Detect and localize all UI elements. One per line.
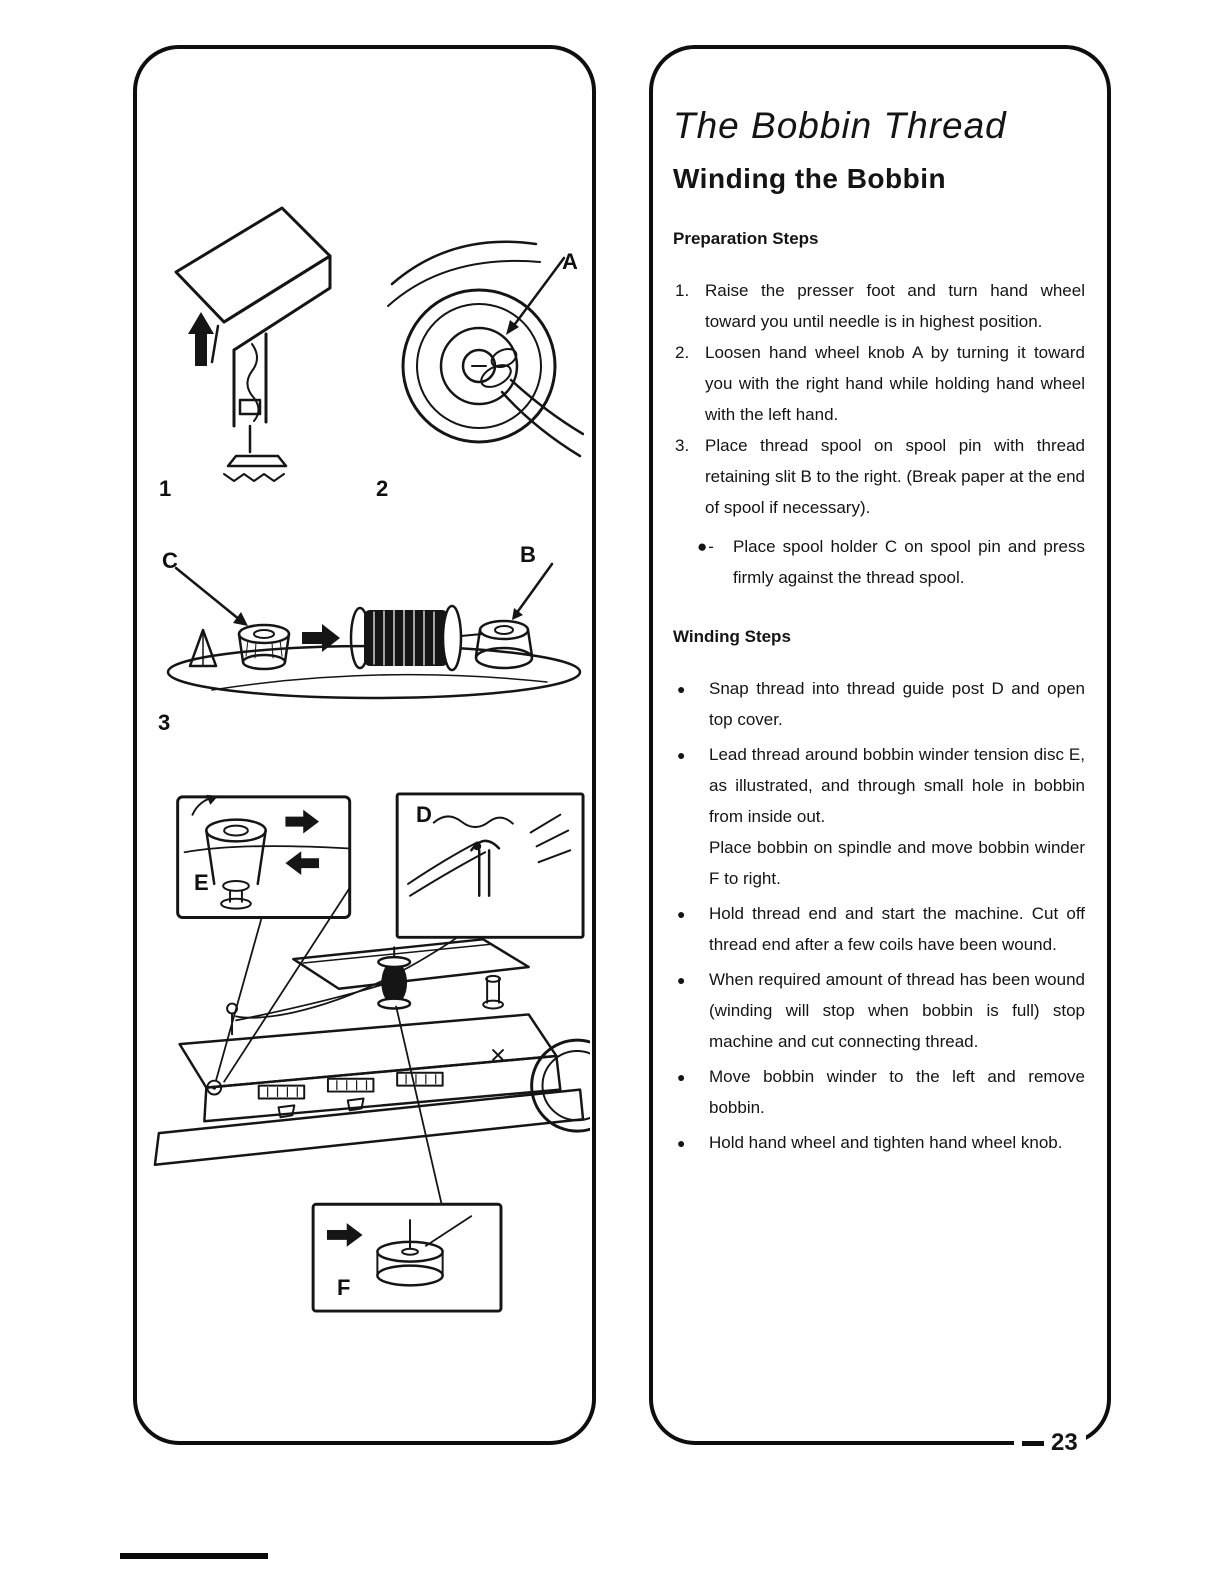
instructions-panel (649, 45, 1111, 1445)
bullet-marker: ● (677, 906, 686, 922)
hand-wheel-figure (384, 224, 584, 474)
prep-step (665, 430, 1089, 523)
winding-steps-heading: Winding Steps (673, 627, 791, 646)
figure-label-3: 3 (158, 710, 171, 735)
step-text: Loosen hand wheel knob A by turning it toward you with the right hand while holding hand wheel with the left hand. (705, 343, 1085, 424)
thread-left-arrow-icon (285, 851, 319, 875)
note-text: Place spool holder C on spool pin and press firmly against the thread spool. (733, 537, 1085, 587)
bullet-marker: ● (677, 1069, 686, 1085)
page-number-container (1014, 1429, 1086, 1457)
winding-step (665, 739, 1089, 894)
registration-bar (120, 1553, 268, 1559)
step-number: 3. (675, 436, 690, 455)
bullet-dash-marker: ●- (697, 537, 715, 556)
thread-right-arrow-icon (285, 810, 319, 834)
winding-step-text: Hold hand wheel and tighten hand wheel knob. (709, 1133, 1063, 1152)
bullet-marker: ● (677, 1135, 686, 1151)
page-number: 23 (1051, 1429, 1078, 1456)
figure-label-f: F (337, 1275, 351, 1300)
step-number: 2. (675, 343, 690, 362)
left-figure-panel (133, 45, 596, 1445)
bullet-marker: ● (677, 681, 686, 697)
bullet-marker: ● (677, 747, 686, 763)
step-text: Raise the presser foot and turn hand wheel toward you until needle is in highest position. (705, 281, 1085, 331)
prep-steps-heading: Preparation Steps (673, 229, 819, 248)
prep-step (665, 275, 1089, 337)
prep-step (665, 337, 1089, 430)
raise-arrow-icon (188, 312, 214, 366)
figure-label-b: B (520, 542, 536, 567)
winding-path-figure (145, 789, 590, 1318)
winding-step-paragraph: Lead thread around bobbin winder tension disc E, as illustrated, and through small hole in bobbin from inside out. (709, 745, 1085, 826)
figure-label-a: A (562, 249, 578, 274)
figure-label-1: 1 (159, 476, 172, 501)
figure-label-c: C (162, 548, 178, 573)
winding-step-text (709, 739, 1085, 894)
prep-note (665, 531, 1089, 593)
bullet-marker: ● (677, 972, 686, 988)
step-number: 1. (675, 281, 690, 300)
winding-step-text: Move bobbin winder to the left and remove bobbin. (709, 1067, 1085, 1117)
winding-step-text: Snap thread into thread guide post D and open top cover. (709, 679, 1085, 729)
step-text: Place thread spool on spool pin with thread retaining slit B to the right. (Break paper at the end of spool if necessary). (705, 436, 1085, 517)
winding-steps-list (665, 673, 1089, 1159)
winding-step (665, 673, 1089, 735)
winding-step-paragraph: Place bobbin on spindle and move bobbin winder F to right. (709, 838, 1085, 888)
section-heading: Winding the Bobbin (673, 163, 947, 194)
spool-pin-figure (152, 552, 592, 707)
winding-step-text: Hold thread end and start the machine. Cut off thread end after a few coils have been wound. (709, 904, 1085, 954)
presser-foot-figure (154, 194, 344, 494)
bobbin-arrow-icon (327, 1223, 363, 1247)
figure-label-e: E (194, 870, 209, 895)
page-title: The Bobbin Thread (673, 105, 1007, 146)
figure-label-d: D (416, 802, 432, 827)
label-c-pointer-icon (233, 612, 248, 626)
winding-step (665, 964, 1089, 1057)
winding-step (665, 1061, 1089, 1123)
winding-step (665, 1127, 1089, 1159)
figure-label-2: 2 (376, 476, 389, 501)
winding-step (665, 898, 1089, 960)
prep-steps-list (665, 275, 1089, 593)
page-number-dash (1022, 1441, 1044, 1446)
winding-step-text: When required amount of thread has been wound (winding will stop when bobbin is full) stop machine and cut connecting thread. (709, 970, 1085, 1051)
